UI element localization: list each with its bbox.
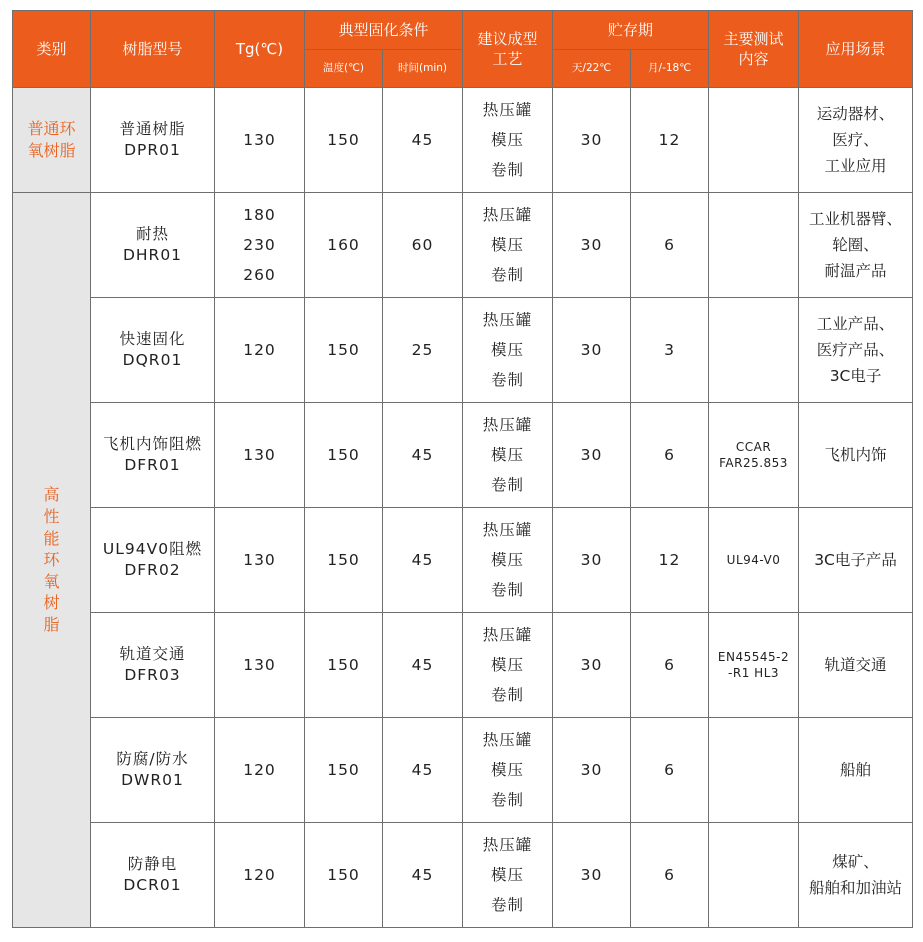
cure-time-cell [383,403,463,508]
storage-room-cell [553,613,631,718]
cure-temp-cell-line: 150 [327,445,360,464]
process-cell-line: 模压 [491,131,525,149]
cure-temp-cell-line: 160 [327,235,360,254]
applications-cell-line: 船舶和加油站 [809,879,903,897]
tg-cell [215,403,305,508]
resin-model-cell-line: 防静电 [127,855,178,874]
storage-frozen-cell-line: 12 [658,130,681,149]
storage-room-cell-line: 30 [580,235,603,254]
storage-room-cell [553,298,631,403]
applications-cell-line: 工业产品、 [816,315,895,333]
header-storage-room: 天/22℃ [553,50,631,88]
resin-model-cell-line: DPR01 [124,141,181,159]
cure-temp-cell [305,88,383,193]
resin-model-cell [91,403,215,508]
category-high-performance-char: 性 [43,507,60,527]
resin-model-cell-line: UL94V0阻燃 [102,540,203,559]
cure-time-cell-line: 45 [411,655,434,674]
tg-cell-line: 120 [243,761,276,779]
table-row [13,508,913,613]
tg-cell-line: 130 [243,131,276,149]
tg-cell [215,718,305,823]
applications-cell-line: 耐温产品 [824,262,887,280]
process-cell [463,508,553,613]
cure-temp-cell [305,298,383,403]
storage-frozen-cell [631,88,709,193]
storage-room-cell-line: 30 [580,130,603,149]
resin-model-cell-line: DFR01 [124,456,181,474]
tg-cell-line: 130 [243,446,276,464]
process-cell-line: 卷制 [491,161,525,179]
resin-model-cell [91,823,215,928]
header-storage-frozen: 月/-18℃ [631,50,709,88]
storage-frozen-cell-line: 6 [664,655,675,674]
category-high-performance-char: 能 [43,528,60,548]
storage-room-cell [553,193,631,298]
process-cell-line: 热压罐 [482,836,533,854]
cure-time-cell-line: 45 [411,865,434,884]
process-cell [463,403,553,508]
category-high-performance-char: 高 [43,485,60,505]
applications-cell-line: 工业机器臂、 [809,210,903,228]
storage-room-cell [553,508,631,613]
tests-cell [709,718,799,823]
resin-model-cell [91,193,215,298]
process-cell-line: 热压罐 [482,206,533,224]
process-cell-line: 模压 [491,341,525,359]
resin-model-cell-line: 飞机内饰阻燃 [102,435,202,454]
tests-cell [709,508,799,613]
applications-cell-line: 飞机内饰 [824,446,887,464]
tg-cell [215,88,305,193]
resin-model-cell-line: 普通树脂 [119,120,186,139]
header-cure-time: 时间(min) [383,50,463,88]
cure-time-cell-line: 25 [411,340,434,359]
tg-cell [215,298,305,403]
applications-cell [799,88,913,193]
process-cell-line: 卷制 [491,371,525,389]
tg-cell-line: 130 [243,656,276,674]
process-cell-line: 卷制 [491,266,525,284]
cure-temp-cell-line: 150 [327,550,360,569]
cure-temp-cell-line: 150 [327,655,360,674]
storage-frozen-cell [631,718,709,823]
cure-temp-cell [305,193,383,298]
process-cell [463,88,553,193]
cure-temp-cell [305,403,383,508]
table-row [13,403,913,508]
process-cell-line: 模压 [491,446,525,464]
resin-model-cell [91,88,215,193]
resin-model-cell-line: DFR02 [124,561,181,579]
header-category: 类别 [13,11,91,88]
applications-cell [799,718,913,823]
tg-cell [215,823,305,928]
applications-cell-line: 煤矿、 [832,853,879,871]
applications-cell-line: 运动器材、 [816,105,895,123]
resin-model-cell-line: 轨道交通 [119,645,186,664]
resin-model-cell [91,508,215,613]
tg-cell-line: 120 [243,341,276,359]
resin-model-cell-line: DFR03 [124,666,181,684]
process-cell-line: 模压 [491,551,525,569]
table-row [13,823,913,928]
cure-temp-cell [305,508,383,613]
storage-room-cell-line: 30 [580,655,603,674]
applications-cell-line: 医疗产品、 [816,341,895,359]
resin-model-cell [91,298,215,403]
cure-temp-cell [305,613,383,718]
tg-cell-line: 260 [243,266,276,284]
resin-spec-table [12,10,913,928]
resin-model-cell [91,718,215,823]
cure-time-cell-line: 45 [411,445,434,464]
resin-model-cell-line: DWR01 [121,771,184,789]
header-cure-temp: 温度(℃) [305,50,383,88]
tg-cell-line: 230 [243,236,276,254]
header-tg: Tg(℃) [215,11,305,88]
storage-frozen-cell [631,823,709,928]
resin-model-cell-line: 耐热 [135,225,169,244]
cure-time-cell [383,298,463,403]
process-cell [463,298,553,403]
storage-room-cell-line: 30 [580,550,603,569]
cure-temp-cell-line: 150 [327,340,360,359]
cure-time-cell-line: 45 [411,550,434,569]
process-cell-line: 热压罐 [482,101,533,119]
process-cell-line: 热压罐 [482,731,533,749]
cure-time-cell [383,718,463,823]
header-tests: 主要测试内容 [709,11,799,88]
table-row [13,298,913,403]
resin-model-cell-line: 快速固化 [119,330,186,349]
category-general-line: 普通环 [27,119,76,139]
process-cell-line: 卷制 [491,476,525,494]
process-cell-line: 卷制 [491,581,525,599]
storage-room-cell-line: 30 [580,340,603,359]
storage-frozen-cell [631,403,709,508]
process-cell-line: 模压 [491,656,525,674]
cure-temp-cell-line: 150 [327,130,360,149]
process-cell-line: 模压 [491,761,525,779]
resin-model-cell-line: DCR01 [123,876,182,894]
cure-time-cell-line: 45 [411,130,434,149]
applications-cell [799,193,913,298]
tests-cell-line: -R1 HL3 [728,666,780,680]
applications-cell-line: 船舶 [840,761,872,779]
process-cell-line: 热压罐 [482,416,533,434]
process-cell [463,613,553,718]
resin-model-cell-line: DQR01 [122,351,183,369]
storage-room-cell [553,718,631,823]
category-high-performance-char: 环 [43,550,60,570]
cure-temp-cell [305,823,383,928]
applications-cell-line: 医疗、 [832,131,879,149]
storage-frozen-cell-line: 6 [664,760,675,779]
storage-room-cell-line: 30 [580,445,603,464]
applications-cell-line: 轨道交通 [824,656,887,674]
cure-temp-cell-line: 150 [327,760,360,779]
category-general-line: 氧树脂 [27,141,76,160]
tests-cell-line: EN45545-2 [717,649,790,664]
storage-room-cell [553,823,631,928]
table-body [13,88,913,928]
storage-room-cell-line: 30 [580,865,603,884]
tg-cell-line: 120 [243,866,276,884]
storage-frozen-cell-line: 6 [664,445,675,464]
category-general [13,88,91,193]
header-process: 建议成型工艺 [463,11,553,88]
process-cell-line: 模压 [491,236,525,254]
storage-frozen-cell-line: 6 [664,865,675,884]
category-high-performance [13,193,91,928]
cure-time-cell [383,193,463,298]
resin-model-cell-line: 防腐/防水 [116,750,189,769]
storage-frozen-cell [631,508,709,613]
tests-cell [709,613,799,718]
header-resin-model: 树脂型号 [91,11,215,88]
resin-model-cell-line: DHR01 [122,246,183,264]
cure-temp-cell [305,718,383,823]
tg-cell-line: 180 [243,206,276,224]
cure-time-cell [383,823,463,928]
table-row [13,613,913,718]
storage-frozen-cell-line: 6 [664,235,675,254]
process-cell-line: 热压罐 [482,311,533,329]
storage-frozen-cell [631,613,709,718]
tg-cell [215,193,305,298]
tests-cell-line: CCAR [735,439,772,454]
storage-frozen-cell-line: 3 [664,340,675,359]
applications-cell [799,403,913,508]
tests-cell [709,403,799,508]
cure-time-cell [383,508,463,613]
storage-frozen-cell-line: 12 [658,550,681,569]
process-cell [463,193,553,298]
table-row [13,193,913,298]
header-applications: 应用场景 [799,11,913,88]
tests-cell [709,823,799,928]
category-high-performance-char: 树 [43,593,60,613]
header-cure: 典型固化条件 [305,11,463,50]
cure-time-cell [383,613,463,718]
header-storage: 贮存期 [553,11,709,50]
cure-time-cell [383,88,463,193]
tg-cell [215,613,305,718]
process-cell-line: 模压 [491,866,525,884]
applications-cell [799,298,913,403]
tests-cell [709,193,799,298]
tests-cell-line: FAR25.853 [719,456,788,470]
applications-cell [799,823,913,928]
tests-cell [709,88,799,193]
category-high-performance-char: 脂 [43,614,60,634]
applications-cell [799,613,913,718]
process-cell-line: 热压罐 [482,521,533,539]
process-cell-line: 卷制 [491,686,525,704]
tests-cell [709,298,799,403]
process-cell-line: 卷制 [491,896,525,914]
tests-cell-line: UL94-V0 [726,552,781,567]
storage-room-cell [553,88,631,193]
cure-temp-cell-line: 150 [327,865,360,884]
tg-cell [215,508,305,613]
storage-room-cell-line: 30 [580,760,603,779]
process-cell [463,823,553,928]
table-row [13,718,913,823]
process-cell-line: 卷制 [491,791,525,809]
storage-frozen-cell [631,298,709,403]
applications-cell-line: 3C电子 [829,367,882,385]
category-high-performance-char: 氧 [43,571,60,591]
applications-cell-line: 轮圈、 [832,236,879,254]
cure-time-cell-line: 60 [411,235,434,254]
applications-cell-line: 工业应用 [824,157,887,175]
resin-model-cell [91,613,215,718]
table-row [13,88,913,193]
applications-cell-line: 3C电子产品 [814,551,897,569]
process-cell-line: 热压罐 [482,626,533,644]
storage-room-cell [553,403,631,508]
cure-time-cell-line: 45 [411,760,434,779]
storage-frozen-cell [631,193,709,298]
applications-cell [799,508,913,613]
process-cell [463,718,553,823]
tg-cell-line: 130 [243,551,276,569]
